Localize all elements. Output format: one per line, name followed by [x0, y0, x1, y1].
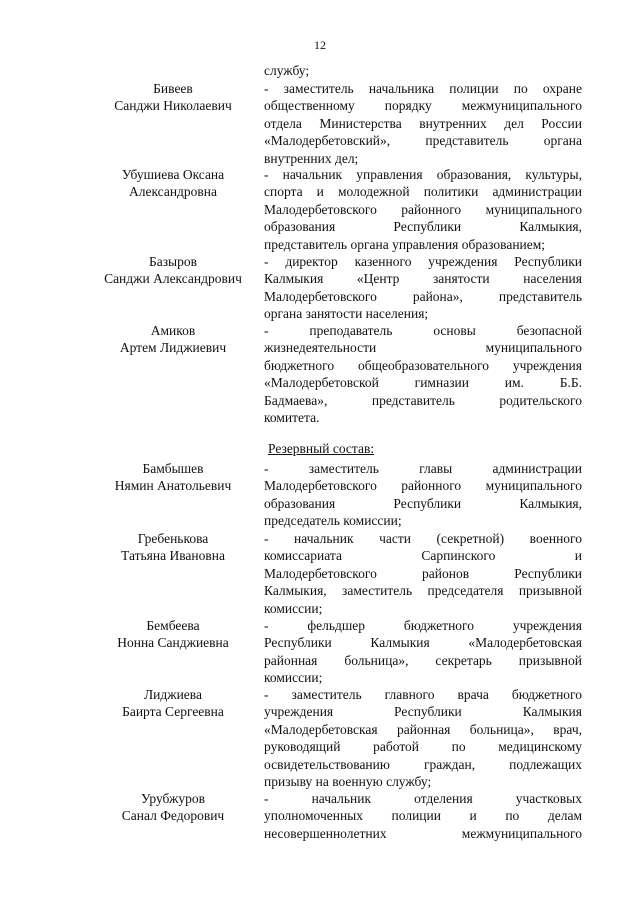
text-line: - преподаватель основы безопасной — [264, 323, 582, 338]
text-line: освидетельствованию граждан, подлежащих — [264, 756, 582, 772]
member-position — [264, 253, 582, 323]
member-name — [88, 617, 258, 651]
surname: Базыров — [148, 254, 198, 269]
member-name — [88, 790, 258, 824]
text-line: - заместитель начальника полиции по охране — [264, 81, 582, 96]
text-line: руководящий работой по медицинскому — [264, 739, 582, 755]
text-line: комиссариата Сарпинского и — [264, 548, 582, 564]
text-line: - директор казенного учреждения Республики — [264, 254, 582, 269]
text-line: Малодербетовского районного муниципального — [264, 478, 582, 494]
member-position — [264, 617, 582, 687]
text-line: жизнедеятельности муниципального — [264, 340, 582, 356]
page-number: 12 — [314, 38, 326, 52]
given-names: Нямин Анатольевич — [114, 478, 232, 493]
text-line: - начальник управления образования, культуры, — [264, 167, 582, 182]
text-line: Малодербетовского района», представитель — [264, 288, 582, 304]
text-line: службу; — [264, 63, 310, 78]
member-name — [88, 530, 258, 564]
text-line: учреждения Республики Калмыкия — [264, 704, 582, 720]
surname: Убушиева Оксана — [121, 167, 225, 182]
text-line: несовершеннолетних межмуниципального — [264, 825, 582, 841]
surname: Бамбышев — [142, 461, 204, 476]
member-name — [88, 80, 258, 114]
text-line: общественному порядку межмуниципального — [264, 98, 582, 114]
given-names: Артем Лиджиевич — [119, 340, 227, 355]
member-name — [88, 460, 258, 494]
text-line: Республики Калмыкия «Малодербетовская — [264, 635, 582, 651]
text-line: районная больница», секретарь призывной — [264, 652, 582, 668]
text-line: - начальник части (секретной) военного — [264, 531, 582, 546]
member-name — [88, 322, 258, 356]
text-line: Калмыкия, заместитель председателя призывной — [264, 583, 582, 599]
text-line: - начальник отделения участковых — [264, 791, 582, 806]
text-line: представитель органа управления образованием; — [264, 236, 546, 252]
surname: Бивеев — [153, 81, 193, 96]
text-line: уполномоченных полиции и по делам — [264, 808, 582, 824]
text-line: «Малодербетовская районная больница», врач, — [264, 721, 582, 737]
text-line: внутренних дел; — [264, 150, 359, 166]
surname: Гребенькова — [137, 531, 209, 546]
reserve-heading: Резервный состав: — [268, 441, 375, 456]
member-name — [88, 166, 258, 200]
surname: Амиков — [150, 323, 196, 338]
text-line: «Малодербетовской гимназии им. Б.Б. — [264, 375, 582, 391]
member-position — [264, 80, 582, 167]
text-line: бюджетного общеобразовательного учреждения — [264, 357, 582, 373]
given-names: Санджи Николаевич — [114, 98, 232, 113]
member-name — [88, 686, 258, 720]
text-line: председатель комиссии; — [264, 513, 402, 529]
text-line: Бадмаева», представитель родительского — [264, 392, 582, 408]
member-position — [264, 790, 582, 842]
member-position — [264, 686, 582, 790]
given-names: Баирта Сергеевна — [122, 704, 224, 719]
member-position — [264, 166, 582, 253]
text-line: комиссии; — [264, 600, 323, 616]
continuation-text — [264, 62, 582, 79]
text-line: спорта и молодежной политики администрации — [264, 184, 582, 200]
member-position — [264, 322, 582, 426]
member-name — [88, 253, 258, 287]
text-line: Калмыкия «Центр занятости населения — [264, 271, 582, 287]
surname: Бембеева — [146, 618, 200, 633]
given-names: Александровна — [128, 184, 218, 199]
text-line: органа занятости населения; — [264, 306, 429, 322]
surname: Урубжуров — [141, 791, 205, 806]
text-line: комитета. — [264, 410, 320, 426]
text-line: образования Республики Калмыкия, — [264, 219, 582, 235]
given-names: Санджи Александрович — [104, 271, 242, 286]
text-line: призыву на военную службу; — [264, 774, 432, 790]
text-line: «Малодербетовский», представитель органа — [264, 133, 582, 149]
given-names: Санал Федорович — [121, 808, 225, 823]
text-line: - фельдшер бюджетного учреждения — [264, 618, 582, 633]
text-line: - заместитель главы администрации — [264, 461, 582, 476]
text-line: - заместитель главного врача бюджетного — [264, 687, 582, 702]
member-position — [264, 530, 582, 617]
text-line: образования Республики Калмыкия, — [264, 495, 582, 511]
text-line: Малодербетовского районного муниципального — [264, 201, 582, 217]
text-line: отдела Министерства внутренних дел России — [264, 115, 582, 131]
text-line: комиссии; — [264, 670, 323, 686]
member-position — [264, 460, 582, 530]
text-line: Малодербетовского районов Республики — [264, 565, 582, 581]
given-names: Татьяна Ивановна — [121, 548, 225, 563]
surname: Лиджиева — [144, 687, 202, 702]
given-names: Нонна Санджиевна — [117, 635, 229, 650]
